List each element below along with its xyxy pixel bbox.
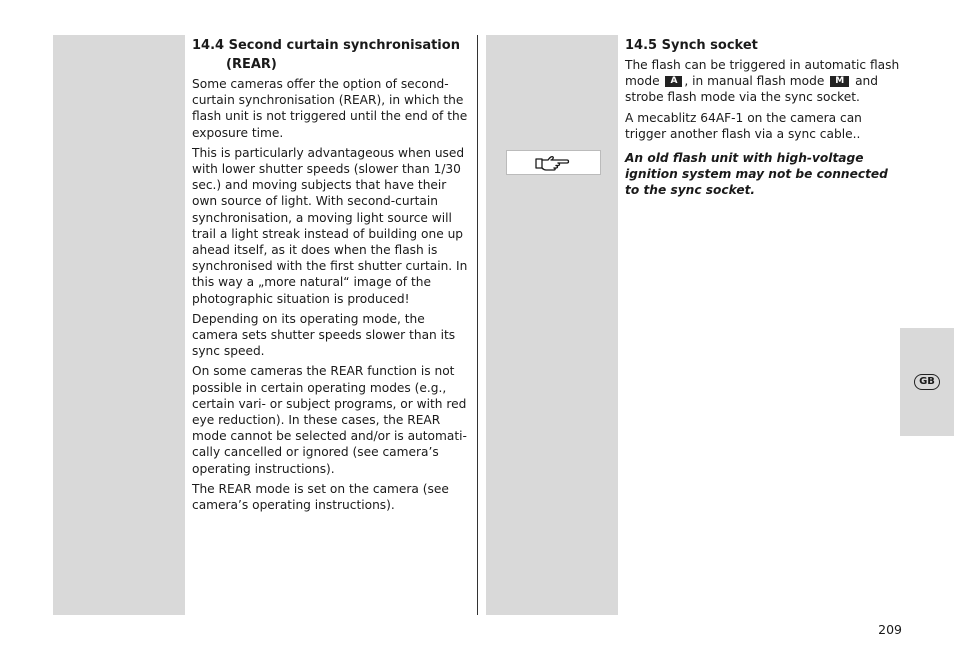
paragraph-trigger-modes bbox=[625, 57, 901, 106]
synch-socket-section bbox=[625, 36, 901, 203]
manual-mode-badge: M bbox=[830, 76, 849, 87]
paragraph-sync-cable: A mecablitz 64AF-1 on the camera can trigger another flash via a sync cable.. bbox=[625, 110, 862, 141]
note-marker bbox=[506, 150, 601, 175]
heading-line-1: 14.4 Second curtain synchronisation bbox=[192, 38, 460, 53]
warning-note: An old flash unit with high-voltage ignition system may not be connected to the sync socket. bbox=[625, 151, 888, 198]
auto-mode-badge: A bbox=[665, 76, 682, 87]
trigger-text-3: and strobe flash mode via the sync socket. bbox=[625, 74, 878, 105]
paragraph-3: Depending on its operating mode, the camera sets shutter speeds slower than its sync speed. bbox=[192, 311, 456, 359]
section-heading-rear bbox=[192, 36, 468, 74]
paragraph-1: Some cameras offer the option of second-curtain synchronisation (REAR), in which the flash unit is not triggered until the end of the exposure time. bbox=[192, 77, 468, 140]
pointing-hand-icon bbox=[534, 154, 574, 172]
left-margin-bar bbox=[53, 35, 185, 615]
section-heading-synch: 14.5 Synch socket bbox=[625, 38, 758, 53]
page-number: 209 bbox=[878, 622, 902, 637]
column-divider bbox=[477, 35, 478, 615]
paragraph-2: This is particularly advantageous when used with lower shutter speeds (slower than 1/30 sec.) and moving subjects that have their own source of light. With second-curtain synchronisation, a moving light source will trail a light streak instead of building one up ahead itself, as it does when the flash is synchronised with the first shutter curtain. In this way a „more natural“ image of the photographic situation is produced! bbox=[192, 145, 468, 306]
paragraph-5: The REAR mode is set on the camera (see camera’s operating instructions). bbox=[192, 481, 449, 513]
paragraph-4: On some cameras the REAR function is not possible in certain operating modes (e.g., certain vari- or subject programs, or with red eye reduction). In these cases, the REAR mode cannot be selected and/or is automati-cally cancelled or ignored (see camera’s operating instructions). bbox=[192, 364, 467, 476]
middle-margin-bar bbox=[486, 35, 618, 615]
language-badge: GB bbox=[914, 374, 940, 390]
trigger-text-1: The flash can be triggered in automatic flash mode bbox=[625, 58, 900, 89]
rear-sync-section bbox=[192, 36, 468, 517]
heading-line-2: (REAR) bbox=[226, 57, 277, 72]
trigger-text-2: , in manual flash mode bbox=[684, 74, 825, 89]
language-tab bbox=[900, 328, 954, 436]
